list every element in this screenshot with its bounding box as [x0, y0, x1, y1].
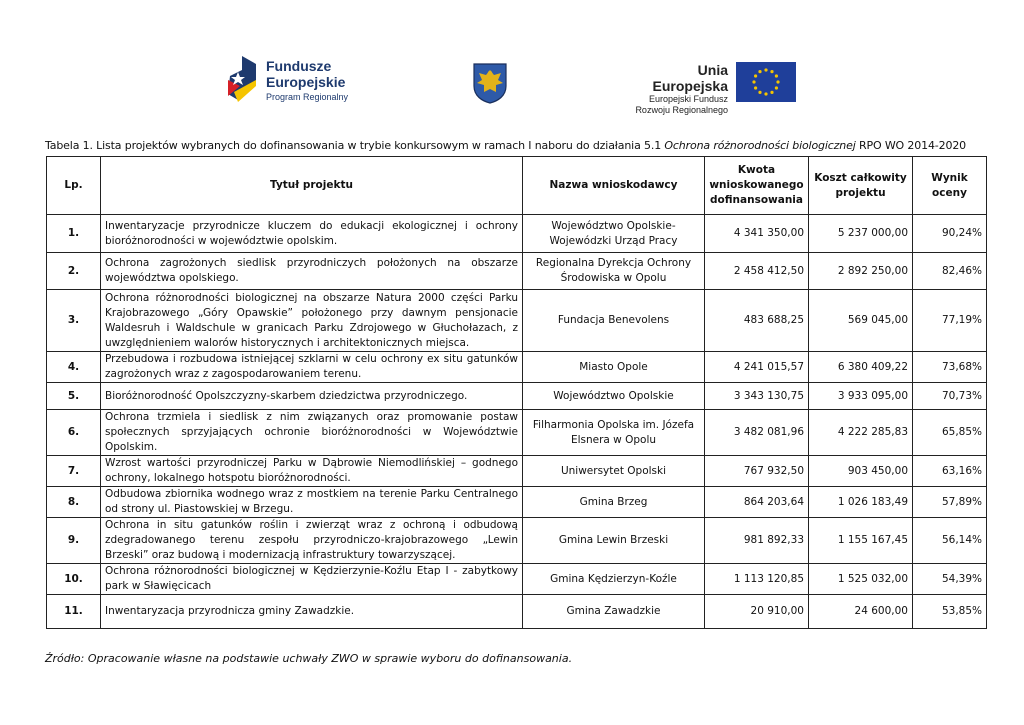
row-lp: 4. — [47, 352, 101, 383]
row-title: Ochrona trzmiela i siedlisk z nim związanych oraz promowanie postaw społecznych sprzyjających ochronie bioróżnorodności w Województwie Opolskim. — [101, 410, 523, 456]
row-score: 53,85% — [913, 595, 987, 629]
header-total: Koszt całkowity projektu — [809, 157, 913, 215]
opolskie-coat-of-arms-icon — [472, 62, 508, 104]
ue-logo-line3: Rozwoju Regionalnego — [635, 105, 728, 115]
eu-flag-icon — [736, 62, 796, 102]
ue-logo-line2: Europejski Fundusz — [648, 94, 728, 104]
row-lp: 1. — [47, 215, 101, 253]
row-score: 70,73% — [913, 383, 987, 410]
eu-star-icon — [770, 91, 773, 94]
row-lp: 8. — [47, 487, 101, 518]
eu-star-icon — [754, 74, 757, 77]
header-applicant: Nazwa wnioskodawcy — [523, 157, 705, 215]
row-score: 56,14% — [913, 518, 987, 564]
row-amount: 20 910,00 — [705, 595, 809, 629]
caption-prefix: Tabela 1. Lista projektów wybranych do dofinansowania w trybie konkursowym w ramach I naboru do działania 5.1 — [45, 139, 665, 152]
row-title: Ochrona różnorodności biologicznej w Kędzierzynie-Koźlu Etap I - zabytkowy park w Sławięcicach — [101, 564, 523, 595]
eu-star-icon — [764, 92, 767, 95]
row-total: 4 222 285,83 — [809, 410, 913, 456]
row-applicant: Gmina Kędzierzyn-Koźle — [523, 564, 705, 595]
header-title: Tytuł projektu — [101, 157, 523, 215]
row-lp: 3. — [47, 290, 101, 352]
row-amount: 1 113 120,85 — [705, 564, 809, 595]
row-amount: 864 203,64 — [705, 487, 809, 518]
fe-logo-line2: Europejskie — [266, 74, 346, 90]
fe-star-icon — [226, 56, 258, 106]
table-row — [47, 253, 987, 290]
row-applicant: Miasto Opole — [523, 352, 705, 383]
eu-star-icon — [775, 86, 778, 89]
row-score: 82,46% — [913, 253, 987, 290]
row-lp: 10. — [47, 564, 101, 595]
row-applicant: Województwo Opolskie-Wojewódzki Urząd Pracy — [523, 215, 705, 253]
table-row — [47, 290, 987, 352]
header-lp: Lp. — [47, 157, 101, 215]
row-applicant: Gmina Zawadzkie — [523, 595, 705, 629]
row-amount: 4 241 015,57 — [705, 352, 809, 383]
row-score: 57,89% — [913, 487, 987, 518]
fe-logo-line3: Program Regionalny — [266, 92, 349, 102]
row-applicant: Gmina Lewin Brzeski — [523, 518, 705, 564]
eu-star-icon — [758, 70, 761, 73]
row-lp: 9. — [47, 518, 101, 564]
caption-italic: Ochrona różnorodności biologicznej — [664, 139, 856, 152]
row-amount: 483 688,25 — [705, 290, 809, 352]
row-title: Ochrona in situ gatunków roślin i zwierząt wraz z ochroną i odbudową zdegradowanego terenu zespołu przyrodniczo-krajobrazowego „Lewin Brzeski” oraz budową i modernizacją infrastruktury towarzyszącej. — [101, 518, 523, 564]
fundusze-europejskie-logo — [226, 56, 376, 108]
row-total: 903 450,00 — [809, 456, 913, 487]
ue-logo-line1: Unia Europejska — [652, 62, 728, 94]
row-total: 2 892 250,00 — [809, 253, 913, 290]
unia-europejska-logo — [622, 62, 802, 115]
row-lp: 11. — [47, 595, 101, 629]
row-applicant: Regionalna Dyrekcja Ochrony Środowiska w Opolu — [523, 253, 705, 290]
table-caption — [45, 138, 985, 154]
row-title: Inwentaryzacja przyrodnicza gminy Zawadzkie. — [101, 595, 523, 629]
row-total: 3 933 095,00 — [809, 383, 913, 410]
row-amount: 4 341 350,00 — [705, 215, 809, 253]
header-amount: Kwota wnioskowanego dofinansowania — [705, 157, 809, 215]
eu-star-icon — [770, 70, 773, 73]
header-score: Wynik oceny — [913, 157, 987, 215]
row-score: 54,39% — [913, 564, 987, 595]
row-score: 73,68% — [913, 352, 987, 383]
row-total: 1 026 183,49 — [809, 487, 913, 518]
caption-suffix: RPO WO 2014-2020 — [855, 139, 967, 152]
row-lp: 5. — [47, 383, 101, 410]
row-total: 569 045,00 — [809, 290, 913, 352]
source-note: Źródło: Opracowanie własne na podstawie uchwały ZWO w sprawie wyboru do dofinansowania. — [45, 652, 573, 665]
row-applicant: Województwo Opolskie — [523, 383, 705, 410]
row-applicant: Filharmonia Opolska im. Józefa Elsnera w Opolu — [523, 410, 705, 456]
logo-header — [0, 52, 1024, 115]
eu-star-icon — [758, 91, 761, 94]
row-score: 77,19% — [913, 290, 987, 352]
row-lp: 7. — [47, 456, 101, 487]
eu-star-icon — [775, 74, 778, 77]
row-title: Odbudowa zbiornika wodnego wraz z mostkiem na terenie Parku Centralnego od strony ul. Piastowskiej w Brzegu. — [101, 487, 523, 518]
row-title: Inwentaryzacje przyrodnicze kluczem do edukacji ekologicznej i ochrony bioróżnorodności w województwie opolskim. — [101, 215, 523, 253]
row-applicant: Uniwersytet Opolski — [523, 456, 705, 487]
row-total: 1 155 167,45 — [809, 518, 913, 564]
table-row — [47, 456, 987, 487]
row-title: Ochrona zagrożonych siedlisk przyrodniczych położonych na obszarze województwa opolskiego. — [101, 253, 523, 290]
row-total: 24 600,00 — [809, 595, 913, 629]
table-row — [47, 215, 987, 253]
table-header-row — [47, 157, 987, 215]
table-row — [47, 564, 987, 595]
eu-star-icon — [764, 68, 767, 71]
table-row — [47, 383, 987, 410]
row-title: Przebudowa i rozbudowa istniejącej szklarni w celu ochrony ex situ gatunków zagrożonych wraz z zagospodarowaniem terenu. — [101, 352, 523, 383]
table-row — [47, 595, 987, 629]
eu-star-icon — [776, 80, 779, 83]
row-lp: 2. — [47, 253, 101, 290]
table-row — [47, 518, 987, 564]
row-total: 6 380 409,22 — [809, 352, 913, 383]
row-title: Ochrona różnorodności biologicznej na obszarze Natura 2000 części Parku Krajobrazowego „Góry Opawskie” położonego przy dawnym pensjonacie Waldesruh i Waldschule w granicach Parku Zdrojowego w Głuchołazach, z uwzględnieniem walorów historycznych i architektonicznych miejsca. — [101, 290, 523, 352]
row-title: Bioróżnorodność Opolszczyzny-skarbem dziedzictwa przyrodniczego. — [101, 383, 523, 410]
row-amount: 3 482 081,96 — [705, 410, 809, 456]
row-applicant: Gmina Brzeg — [523, 487, 705, 518]
row-total: 1 525 032,00 — [809, 564, 913, 595]
row-score: 63,16% — [913, 456, 987, 487]
row-total: 5 237 000,00 — [809, 215, 913, 253]
row-amount: 981 892,33 — [705, 518, 809, 564]
table-row — [47, 487, 987, 518]
row-lp: 6. — [47, 410, 101, 456]
row-score: 90,24% — [913, 215, 987, 253]
row-score: 65,85% — [913, 410, 987, 456]
row-amount: 767 932,50 — [705, 456, 809, 487]
table-row — [47, 410, 987, 456]
eu-star-icon — [754, 86, 757, 89]
row-applicant: Fundacja Benevolens — [523, 290, 705, 352]
projects-table — [46, 156, 987, 629]
eu-star-icon — [752, 80, 755, 83]
row-amount: 3 343 130,75 — [705, 383, 809, 410]
fe-logo-line1: Fundusze — [266, 58, 332, 74]
row-amount: 2 458 412,50 — [705, 253, 809, 290]
row-title: Wzrost wartości przyrodniczej Parku w Dąbrowie Niemodlińskiej – godnego ochrony, lokalnego hotspotu bioróżnorodności. — [101, 456, 523, 487]
table-row — [47, 352, 987, 383]
